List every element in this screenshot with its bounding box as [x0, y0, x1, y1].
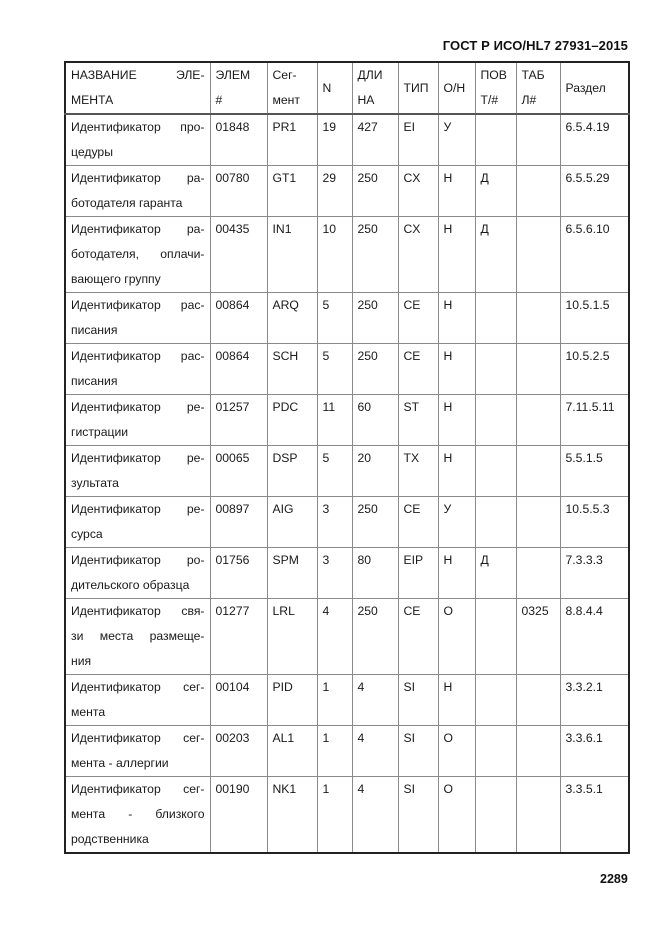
cell-n: 1 — [317, 777, 352, 854]
cell-opt: У — [438, 114, 475, 166]
cell-opt: Н — [438, 395, 475, 446]
cell-section: 7.3.3.3 — [560, 548, 629, 599]
cell-segment: NK1 — [267, 777, 317, 854]
cell-table: 0325 — [516, 599, 560, 675]
data-elements-table — [64, 61, 630, 854]
cell-rep — [475, 675, 516, 726]
cell-type: CE — [398, 599, 438, 675]
cell-table — [516, 777, 560, 854]
cell-length: 4 — [352, 777, 398, 854]
column-header-label: # — [215, 93, 223, 107]
element-name-line: Идентификатор сег- — [71, 782, 205, 796]
table-row — [65, 166, 629, 217]
column-header-label: О/Н — [443, 80, 466, 95]
cell-name — [65, 548, 210, 599]
cell-type: SI — [398, 675, 438, 726]
cell-opt: Н — [438, 217, 475, 293]
cell-length: 250 — [352, 497, 398, 548]
element-name-line: писания — [71, 323, 118, 337]
column-header-label: Раздел — [565, 80, 606, 95]
cell-type: TX — [398, 446, 438, 497]
table-row — [65, 599, 629, 675]
element-name-line: Идентификатор ре- — [71, 502, 205, 516]
table-row — [65, 344, 629, 395]
cell-table — [516, 217, 560, 293]
cell-segment: PR1 — [267, 114, 317, 166]
column-header-label: N — [322, 80, 332, 95]
cell-opt: О — [438, 777, 475, 854]
table-row — [65, 497, 629, 548]
cell-segment: ARQ — [267, 293, 317, 344]
column-header-opt — [438, 62, 475, 114]
cell-rep — [475, 777, 516, 854]
cell-name — [65, 395, 210, 446]
element-name-line: Идентификатор рас- — [71, 349, 205, 363]
cell-n: 29 — [317, 166, 352, 217]
cell-type: CE — [398, 293, 438, 344]
cell-section: 5.5.1.5 — [560, 446, 629, 497]
cell-section: 10.5.2.5 — [560, 344, 629, 395]
cell-segment: PID — [267, 675, 317, 726]
cell-rep — [475, 114, 516, 166]
column-header-label: ЭЛЕМ — [215, 68, 251, 82]
cell-n: 11 — [317, 395, 352, 446]
cell-segment: SCH — [267, 344, 317, 395]
cell-n: 4 — [317, 599, 352, 675]
cell-n: 5 — [317, 293, 352, 344]
cell-table — [516, 675, 560, 726]
element-name-line: зультата — [71, 476, 119, 490]
column-header-label: ДЛИ — [357, 68, 383, 82]
element-name-line: Идентификатор про- — [71, 120, 205, 134]
table-body — [65, 114, 629, 853]
cell-type: EIP — [398, 548, 438, 599]
cell-length: 4 — [352, 675, 398, 726]
document-standard-header: ГОСТ Р ИСО/HL7 27931–2015 — [442, 38, 628, 53]
cell-elem: 00104 — [210, 675, 267, 726]
cell-length: 250 — [352, 217, 398, 293]
column-header-label: Т/# — [480, 93, 499, 107]
cell-segment: SPM — [267, 548, 317, 599]
cell-segment: IN1 — [267, 217, 317, 293]
cell-table — [516, 395, 560, 446]
cell-name — [65, 344, 210, 395]
cell-name — [65, 114, 210, 166]
column-header-label: ТАБ — [521, 68, 545, 82]
cell-opt: У — [438, 497, 475, 548]
cell-opt: Н — [438, 344, 475, 395]
column-header-length — [352, 62, 398, 114]
cell-section: 10.5.5.3 — [560, 497, 629, 548]
cell-table — [516, 548, 560, 599]
element-name-line: мента - аллергии — [71, 756, 169, 770]
cell-rep — [475, 599, 516, 675]
cell-n: 5 — [317, 446, 352, 497]
cell-elem: 01257 — [210, 395, 267, 446]
cell-section: 3.3.2.1 — [560, 675, 629, 726]
cell-table — [516, 166, 560, 217]
cell-section: 6.5.6.10 — [560, 217, 629, 293]
element-name-line: зи места размеще- — [71, 629, 205, 643]
cell-n: 5 — [317, 344, 352, 395]
element-name-line: родственника — [71, 832, 149, 846]
element-name-line: писания — [71, 374, 118, 388]
cell-length: 250 — [352, 344, 398, 395]
element-name-line: вающего группу — [71, 272, 161, 286]
column-header-label: Л# — [521, 93, 537, 107]
column-header-label: НА — [357, 93, 375, 107]
cell-rep — [475, 497, 516, 548]
element-name-line: Идентификатор рас- — [71, 298, 205, 312]
cell-segment: LRL — [267, 599, 317, 675]
cell-name — [65, 446, 210, 497]
cell-rep — [475, 395, 516, 446]
cell-opt: Н — [438, 166, 475, 217]
cell-n: 19 — [317, 114, 352, 166]
cell-name — [65, 293, 210, 344]
table-row — [65, 446, 629, 497]
cell-rep — [475, 726, 516, 777]
table-row — [65, 293, 629, 344]
cell-elem: 00897 — [210, 497, 267, 548]
cell-elem: 01848 — [210, 114, 267, 166]
cell-name — [65, 599, 210, 675]
table-row — [65, 777, 629, 854]
cell-length: 80 — [352, 548, 398, 599]
cell-n: 3 — [317, 497, 352, 548]
cell-section: 3.3.6.1 — [560, 726, 629, 777]
cell-segment: AL1 — [267, 726, 317, 777]
cell-name — [65, 217, 210, 293]
column-header-section — [560, 62, 629, 114]
element-name-line: Идентификатор ре- — [71, 451, 205, 465]
column-header-label: МЕНТА — [71, 93, 114, 107]
element-name-line: цедуры — [71, 145, 113, 159]
cell-section: 6.5.5.29 — [560, 166, 629, 217]
cell-opt: Н — [438, 293, 475, 344]
element-name-line: ния — [71, 654, 92, 668]
cell-rep: Д — [475, 548, 516, 599]
cell-rep — [475, 293, 516, 344]
cell-length: 250 — [352, 293, 398, 344]
cell-segment: GT1 — [267, 166, 317, 217]
table-row — [65, 114, 629, 166]
element-name-line: мента — [71, 705, 106, 719]
element-name-line: Идентификатор сег- — [71, 731, 205, 745]
element-name-line: гистрации — [71, 425, 129, 439]
column-header-label: ПОВ — [480, 68, 507, 82]
cell-opt: О — [438, 599, 475, 675]
cell-segment: PDC — [267, 395, 317, 446]
cell-type: SI — [398, 726, 438, 777]
cell-table — [516, 114, 560, 166]
cell-section: 8.8.4.4 — [560, 599, 629, 675]
cell-elem: 00190 — [210, 777, 267, 854]
element-name-line: Идентификатор свя- — [71, 604, 205, 618]
cell-opt: Н — [438, 675, 475, 726]
cell-elem: 01756 — [210, 548, 267, 599]
table-row — [65, 726, 629, 777]
page-number: 2289 — [600, 872, 628, 886]
cell-elem: 00203 — [210, 726, 267, 777]
cell-name — [65, 777, 210, 854]
cell-elem: 00435 — [210, 217, 267, 293]
column-header-label: ТИП — [403, 80, 429, 95]
cell-name — [65, 675, 210, 726]
cell-length: 20 — [352, 446, 398, 497]
cell-length: 4 — [352, 726, 398, 777]
element-name-line: мента - близкого — [71, 807, 205, 821]
cell-rep — [475, 344, 516, 395]
cell-table — [516, 726, 560, 777]
cell-elem: 00065 — [210, 446, 267, 497]
column-header-label: НАЗВАНИЕ ЭЛЕ- — [71, 68, 205, 82]
cell-opt: О — [438, 726, 475, 777]
element-name-line: Идентификатор ре- — [71, 400, 205, 414]
cell-length: 250 — [352, 599, 398, 675]
cell-elem: 00864 — [210, 293, 267, 344]
cell-opt: Н — [438, 548, 475, 599]
column-header-segment — [267, 62, 317, 114]
table-header — [65, 62, 629, 114]
element-name-line: Идентификатор ро- — [71, 553, 205, 567]
cell-n: 1 — [317, 675, 352, 726]
cell-type: CE — [398, 344, 438, 395]
cell-type: CE — [398, 497, 438, 548]
column-header-type — [398, 62, 438, 114]
cell-length: 250 — [352, 166, 398, 217]
cell-opt: Н — [438, 446, 475, 497]
cell-section: 3.3.5.1 — [560, 777, 629, 854]
cell-section: 7.11.5.11 — [560, 395, 629, 446]
element-name-line: ботодателя, оплачи- — [71, 247, 205, 261]
element-name-line: сурса — [71, 527, 103, 541]
cell-rep: Д — [475, 217, 516, 293]
table-row — [65, 548, 629, 599]
cell-length: 427 — [352, 114, 398, 166]
cell-name — [65, 166, 210, 217]
table-header-row — [65, 62, 629, 114]
cell-elem: 00780 — [210, 166, 267, 217]
column-header-elem — [210, 62, 267, 114]
column-header-n — [317, 62, 352, 114]
cell-table — [516, 293, 560, 344]
column-header-table — [516, 62, 560, 114]
cell-rep: Д — [475, 166, 516, 217]
table-row — [65, 675, 629, 726]
cell-n: 3 — [317, 548, 352, 599]
element-name-line: Идентификатор сег- — [71, 680, 205, 694]
element-name-line: Идентификатор ра- — [71, 222, 205, 236]
cell-elem: 00864 — [210, 344, 267, 395]
cell-type: CX — [398, 217, 438, 293]
column-header-rep — [475, 62, 516, 114]
cell-type: SI — [398, 777, 438, 854]
cell-type: EI — [398, 114, 438, 166]
cell-table — [516, 446, 560, 497]
cell-n: 1 — [317, 726, 352, 777]
column-header-name — [65, 62, 210, 114]
table-row — [65, 217, 629, 293]
column-header-label: мент — [272, 93, 300, 107]
cell-elem: 01277 — [210, 599, 267, 675]
cell-name — [65, 726, 210, 777]
table-row — [65, 395, 629, 446]
cell-section: 6.5.4.19 — [560, 114, 629, 166]
cell-type: CX — [398, 166, 438, 217]
element-name-line: ботодателя гаранта — [71, 196, 183, 210]
cell-table — [516, 497, 560, 548]
cell-length: 60 — [352, 395, 398, 446]
cell-rep — [475, 446, 516, 497]
cell-type: ST — [398, 395, 438, 446]
cell-name — [65, 497, 210, 548]
element-name-line: Идентификатор ра- — [71, 171, 205, 185]
cell-segment: AIG — [267, 497, 317, 548]
element-name-line: дительского образца — [71, 578, 190, 592]
cell-table — [516, 344, 560, 395]
cell-n: 10 — [317, 217, 352, 293]
cell-segment: DSP — [267, 446, 317, 497]
cell-section: 10.5.1.5 — [560, 293, 629, 344]
column-header-label: Сег- — [272, 68, 297, 82]
